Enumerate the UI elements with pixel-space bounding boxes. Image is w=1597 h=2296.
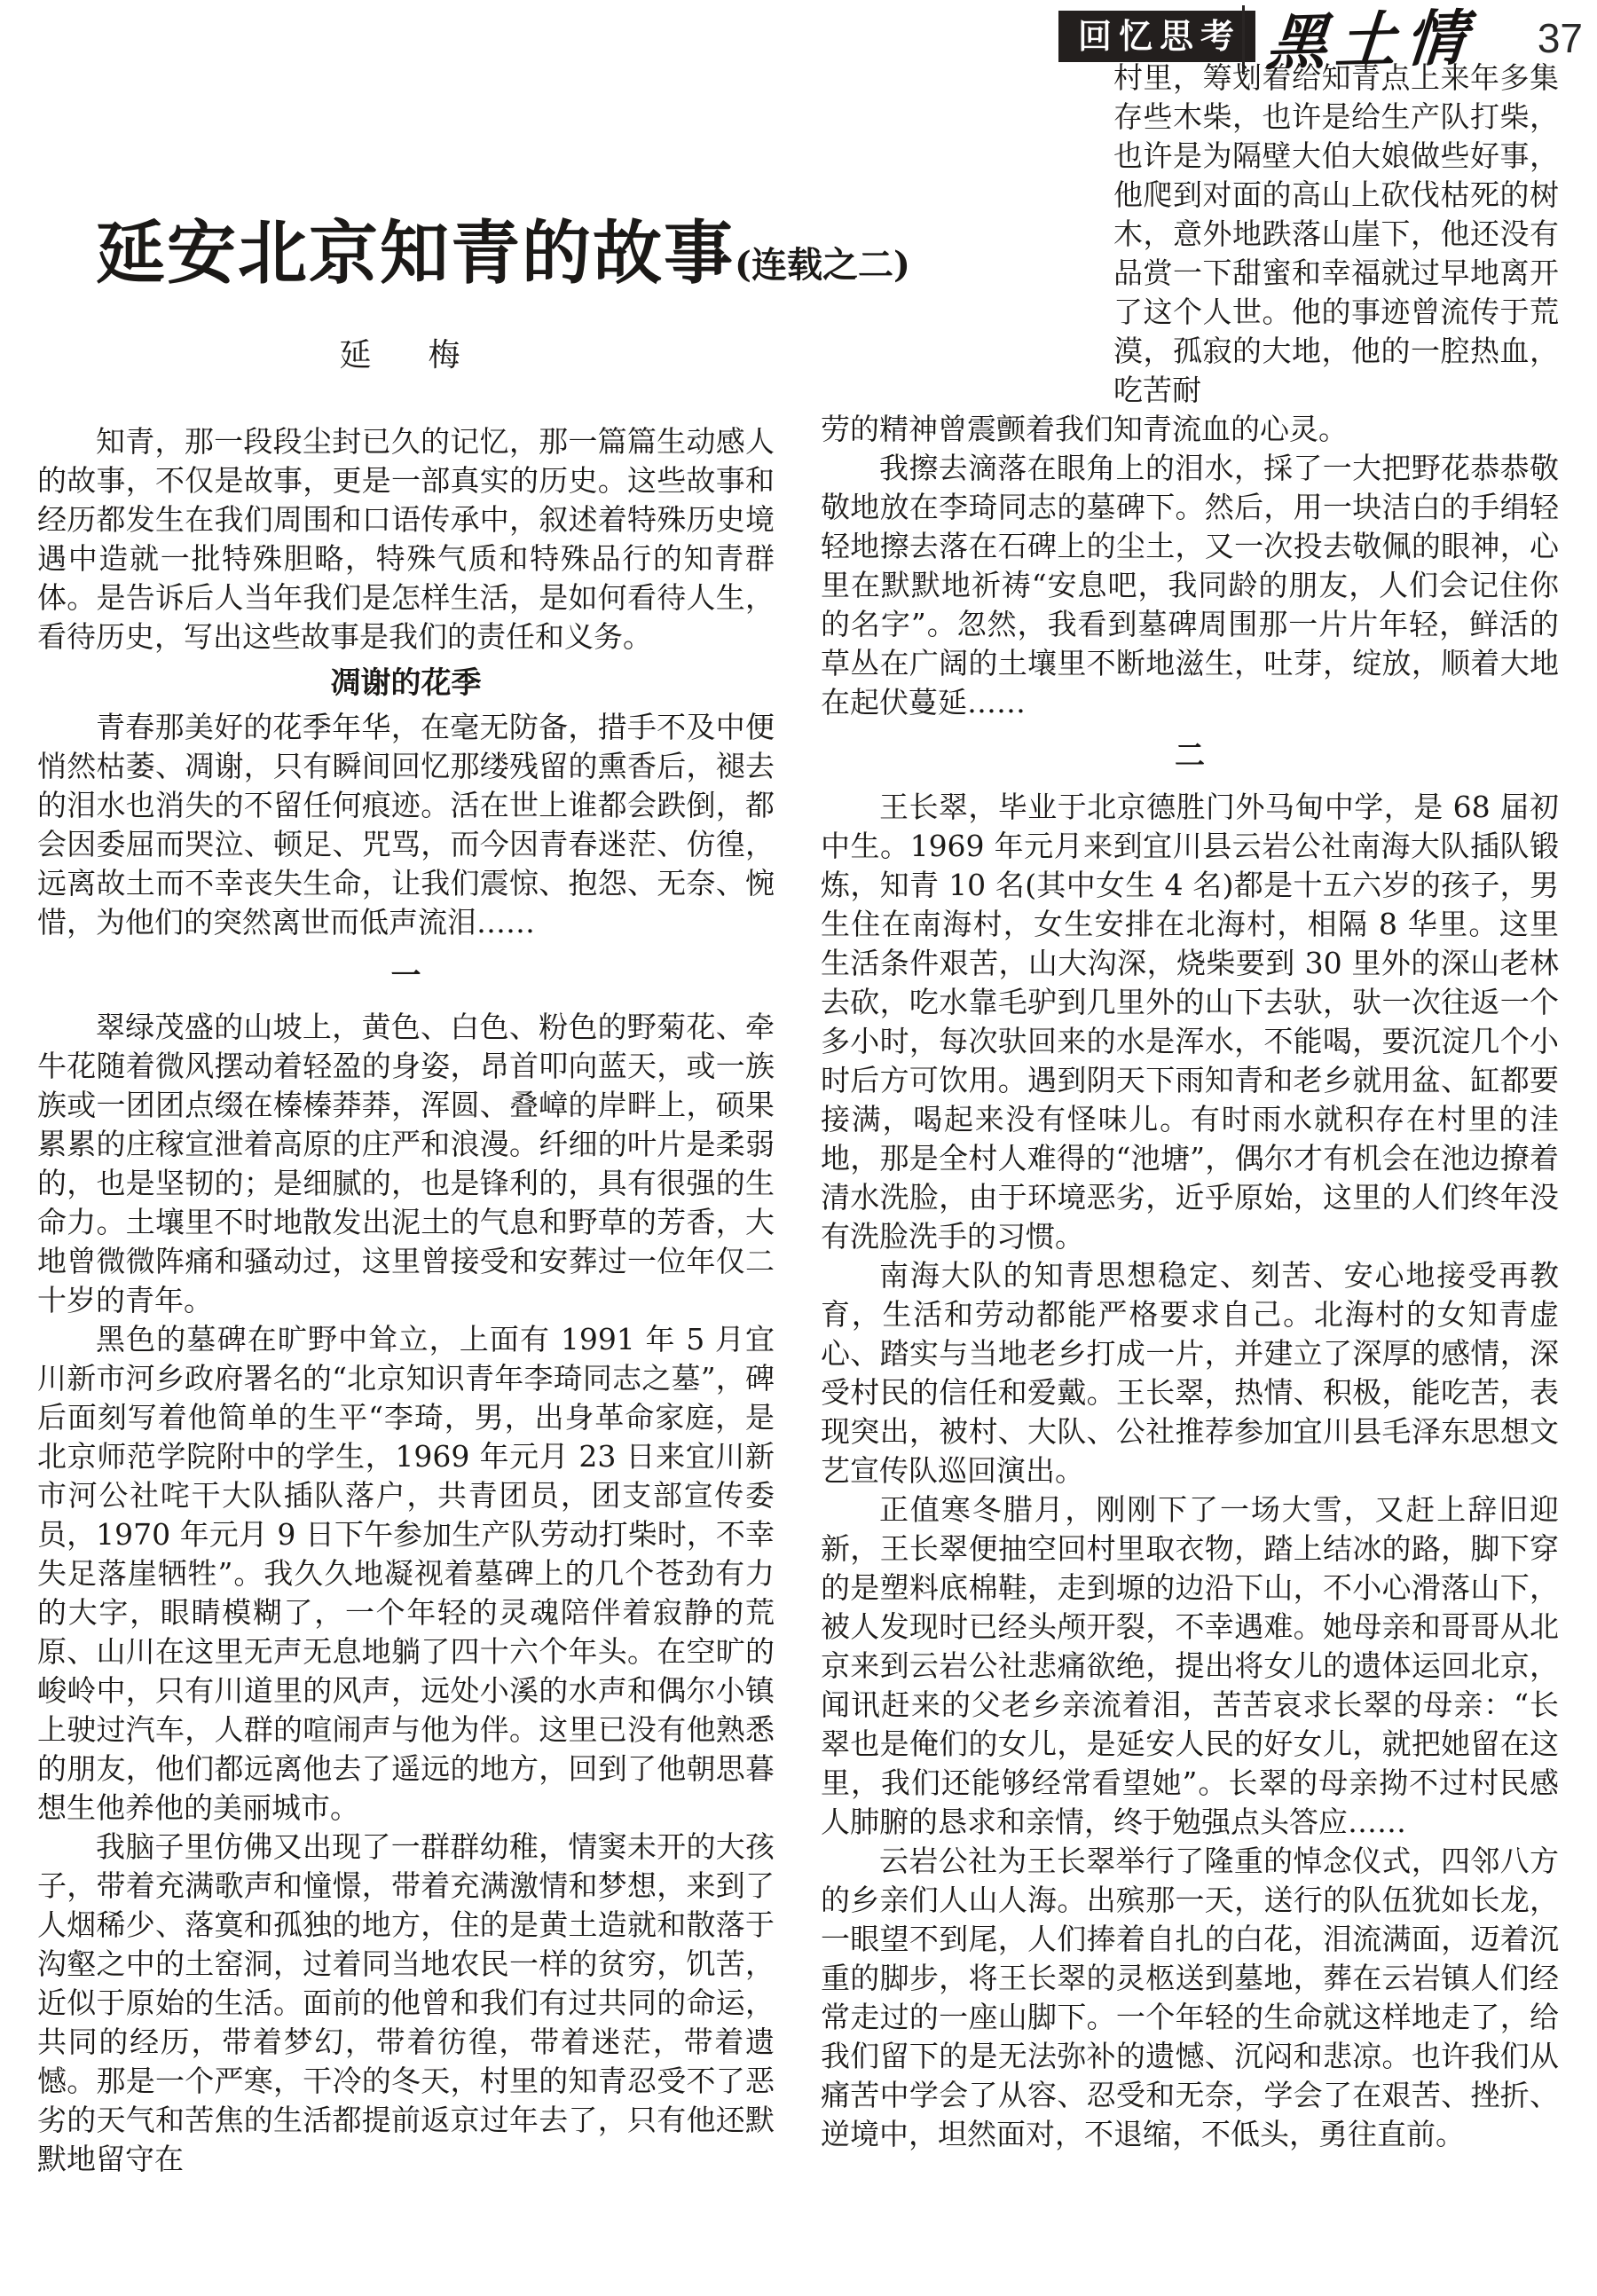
spacer (37, 378, 775, 422)
section-heading-faded-flower: 凋谢的花季 (330, 665, 482, 701)
magazine-logo: 黑土情 (1263, 2, 1478, 80)
article-title (96, 213, 910, 303)
continuation-narrow-block: 村里，筹划着给知青点上来年多集存些木柴，也许是给生产队打柴，也许是为隔壁大伯大娘做些好事，他爬到对面的高山上砍伐枯死的树木，意外地跌落山崖下，他还没有品赏一下甜蜜和幸福就过早地离开了这个人世。他的事迹曾流传于荒漠，孤寂的大地，他的一腔热血，吃苦耐 (1113, 60, 1559, 407)
paragraph-tombstone: 黑色的墓碑在旷野中耸立，上面有 1991 年 5 月宜川新市河乡政府署名的“北京知识青年李琦同志之墓”，碑后面刻写着他简单的生平“李琦，男，出身革命家庭，是北京师范学院附中的学生，1969 年元月 23 日来宜川新市河公社咤干大队插队落户，共青团员，团支部宣传委员，1970 年元月 9 日下午参加生产队劳动打柴时，不幸失足落崖牺牲”。我久久地凝视着墓碑上的几个苍劲有力的大字，眼睛模糊了，一个年轻的灵魂陪伴着寂静的荒原、山川在这里无声无息地躺了四十六个年头。在空旷的峻岭中，只有川道里的风声，远处小溪的水声和偶尔小镇上驶过汽车，人群的喧闹声与他为伴。这里已没有他熟悉的朋友，他们都远离他去了遥远的地方，回到了他朝思暮想生他养他的美丽城市。 (37, 1322, 775, 1825)
paragraph-youth: 青春那美好的花季年华，在毫无防备，措手不及中便悄然枯萎、凋谢，只有瞬间回忆那缕残留的熏香后，褪去的泪水也消失的不留任何痕迹。活在世上谁都会跌倒，都会因委屈而哭泣、顿足、咒骂，而今因青春迷茫、仿徨，远离故土而不幸丧失生命，让我们震惊、抱怨、无奈、惋惜，为他们的突然离世而低声流泪…… (37, 710, 775, 940)
section-marker-two: 二 (1175, 738, 1205, 774)
paragraph-tribute: 我擦去滴落在眼角上的泪水，採了一大把野花恭恭敬敬地放在李琦同志的墓碑下。然后，用一块洁白的手绢轻轻地擦去落在石碑上的尘土，又一次投去敬佩的眼神，心里在默默地祈祷“安息吧，我同龄的朋友，人们会记住你的名字”。忽然，我看到墓碑周围那一片片年轻，鲜活的草丛在广阔的土壤里不断地滋生，吐芽，绽放，顺着大地在起伏蔓延…… (821, 451, 1559, 719)
page-number: 37 (1537, 15, 1583, 61)
article-title-suffix: (连载之二) (735, 244, 910, 286)
paragraph-reeducation: 南海大队的知青思想稳定、刻苦、安心地接受再教育，生活和劳动都能严格要求自己。北海村的女知青虚心、踏实与当地老乡打成一片，并建立了深厚的感情，深受村民的信任和爱戴。王长翠，热情、积极，能吃苦，表现突出，被村、大队、公社推荐参加宜川县毛泽东思想文艺宣传队巡回演出。 (821, 1258, 1559, 1488)
paragraph-memory: 我脑子里仿佛又出现了一群群幼稚，情窦未开的大孩子，带着充满歌声和憧憬，带着充满激情和梦想，来到了人烟稀少、落寞和孤独的地方，住的是黄土造就和散落于沟壑之中的土窑洞，过着同当地农民一样的贫穷，饥苦，近似于原始的生活。面前的他曾和我们有过共同的命运，共同的经历，带着梦幻，带着彷徨，带着迷茫，带着遗憾。那是一个严寒，干冷的冬天，村里的知青忍受不了恶劣的天气和苦焦的生活都提前返京过年去了，只有他还默默地留守在 (37, 1829, 775, 2176)
continuation-line: 劳的精神曾震颤着我们知青流血的心灵。 (821, 412, 1348, 446)
article-author: 延 梅 (339, 337, 473, 373)
right-column (821, 59, 1559, 2154)
section-marker-one: 一 (390, 958, 421, 994)
section-label-box (1058, 11, 1255, 62)
intro-paragraph: 知青，那一段段尘封已久的记忆，那一篇篇生动感人的故事，不仅是故事，更是一部真实的历史。这些故事和经历都发生在我们周围和口语传承中，叙述着特殊历史境遇中造就一批特殊胆略，特殊气质和特殊品行的知青群体。是告诉后人当年我们是怎样生活，是如何看待人生，看待历史，写出这些故事是我们的责任和义务。 (37, 424, 775, 654)
article-title-text: 延安北京知青的故事 (96, 213, 736, 294)
paragraph-funeral: 云岩公社为王长翠举行了隆重的悼念仪式，四邻八方的乡亲们人山人海。出殡那一天，送行的队伍犹如长龙，一眼望不到尾，人们捧着自扎的白花，泪流满面，迈着沉重的脚步，将王长翠的灵柩送到墓地，葬在云岩镇人们经常走过的一座山脚下。一个年轻的生命就这样地走了，给我们留下的是无法弥补的遗憾、沉闷和悲凉。也许我们从痛苦中学会了从容、忍受和无奈，学会了在艰苦、挫折、逆境中，坦然面对，不退缩，不低头，勇往直前。 (821, 1844, 1559, 2151)
left-column (37, 0, 910, 2179)
paragraph-hillside: 翠绿茂盛的山坡上，黄色、白色、粉色的野菊花、牵牛花随着微风摆动着轻盈的身姿，昂首叩向蓝天，或一族族或一团团点缀在榛榛莽莽，浑圆、叠嶂的岸畔上，硕果累累的庄稼宣泄着高原的庄严和浪漫。纤细的叶片是柔弱的，也是坚韧的；是细腻的，也是锋利的，具有很强的生命力。土壤里不时地散发出泥土的气息和野草的芳香，大地曾微微阵痛和骚动过，这里曾接受和安葬过一位年仅二十岁的青年。 (37, 1010, 775, 1317)
paragraph-wangchangcui: 王长翠，毕业于北京德胜门外马甸中学，是 68 届初中生。1969 年元月来到宜川县云岩公社南海大队插队锻炼，知青 10 名(其中女生 4 名)都是十五六岁的孩子，男生住在南海村，女生安排在北海村，相隔 8 华里。这里生活条件艰苦，山大沟深，烧柴要到 30 里外的深山老林去砍，吃水靠毛驴到几里外的山下去驮，驮一次往返一个多小时，每次驮回来的水是浑水，不能喝，要沉淀几个小时后方可饮用。遇到阴天下雨知青和老乡就用盆、缸都要接满，喝起来没有怪味儿。有时雨水就积存在村里的洼地，那是全村人难得的“池塘”，偶尔才有机会在池边撩着清水洗脸，由于环境恶劣，近乎原始，这里的人们终年没有洗脸洗手的习惯。 (821, 790, 1559, 1254)
paragraph-accident: 正值寒冬腊月，刚刚下了一场大雪，又赶上辞旧迎新，王长翠便抽空回村里取衣物，踏上结冰的路，脚下穿的是塑料底棉鞋，走到塬的边沿下山，不小心滑落山下，被人发现时已经头颅开裂，不幸遇难。她母亲和哥哥从北京来到云岩公社悲痛欲绝，提出将女儿的遗体运回北京，闻讯赶来的父老乡亲流着泪，苦苦哀求长翠的母亲：“长翠也是俺们的女儿，是延安人民的好女儿，就把她留在这里，我们还能够经常看望她”。长翠的母亲拗不过村民感人肺腑的恳求和亲情，终于勉强点头答应…… (821, 1492, 1559, 1839)
section-label: 回忆思考 (1078, 16, 1242, 56)
